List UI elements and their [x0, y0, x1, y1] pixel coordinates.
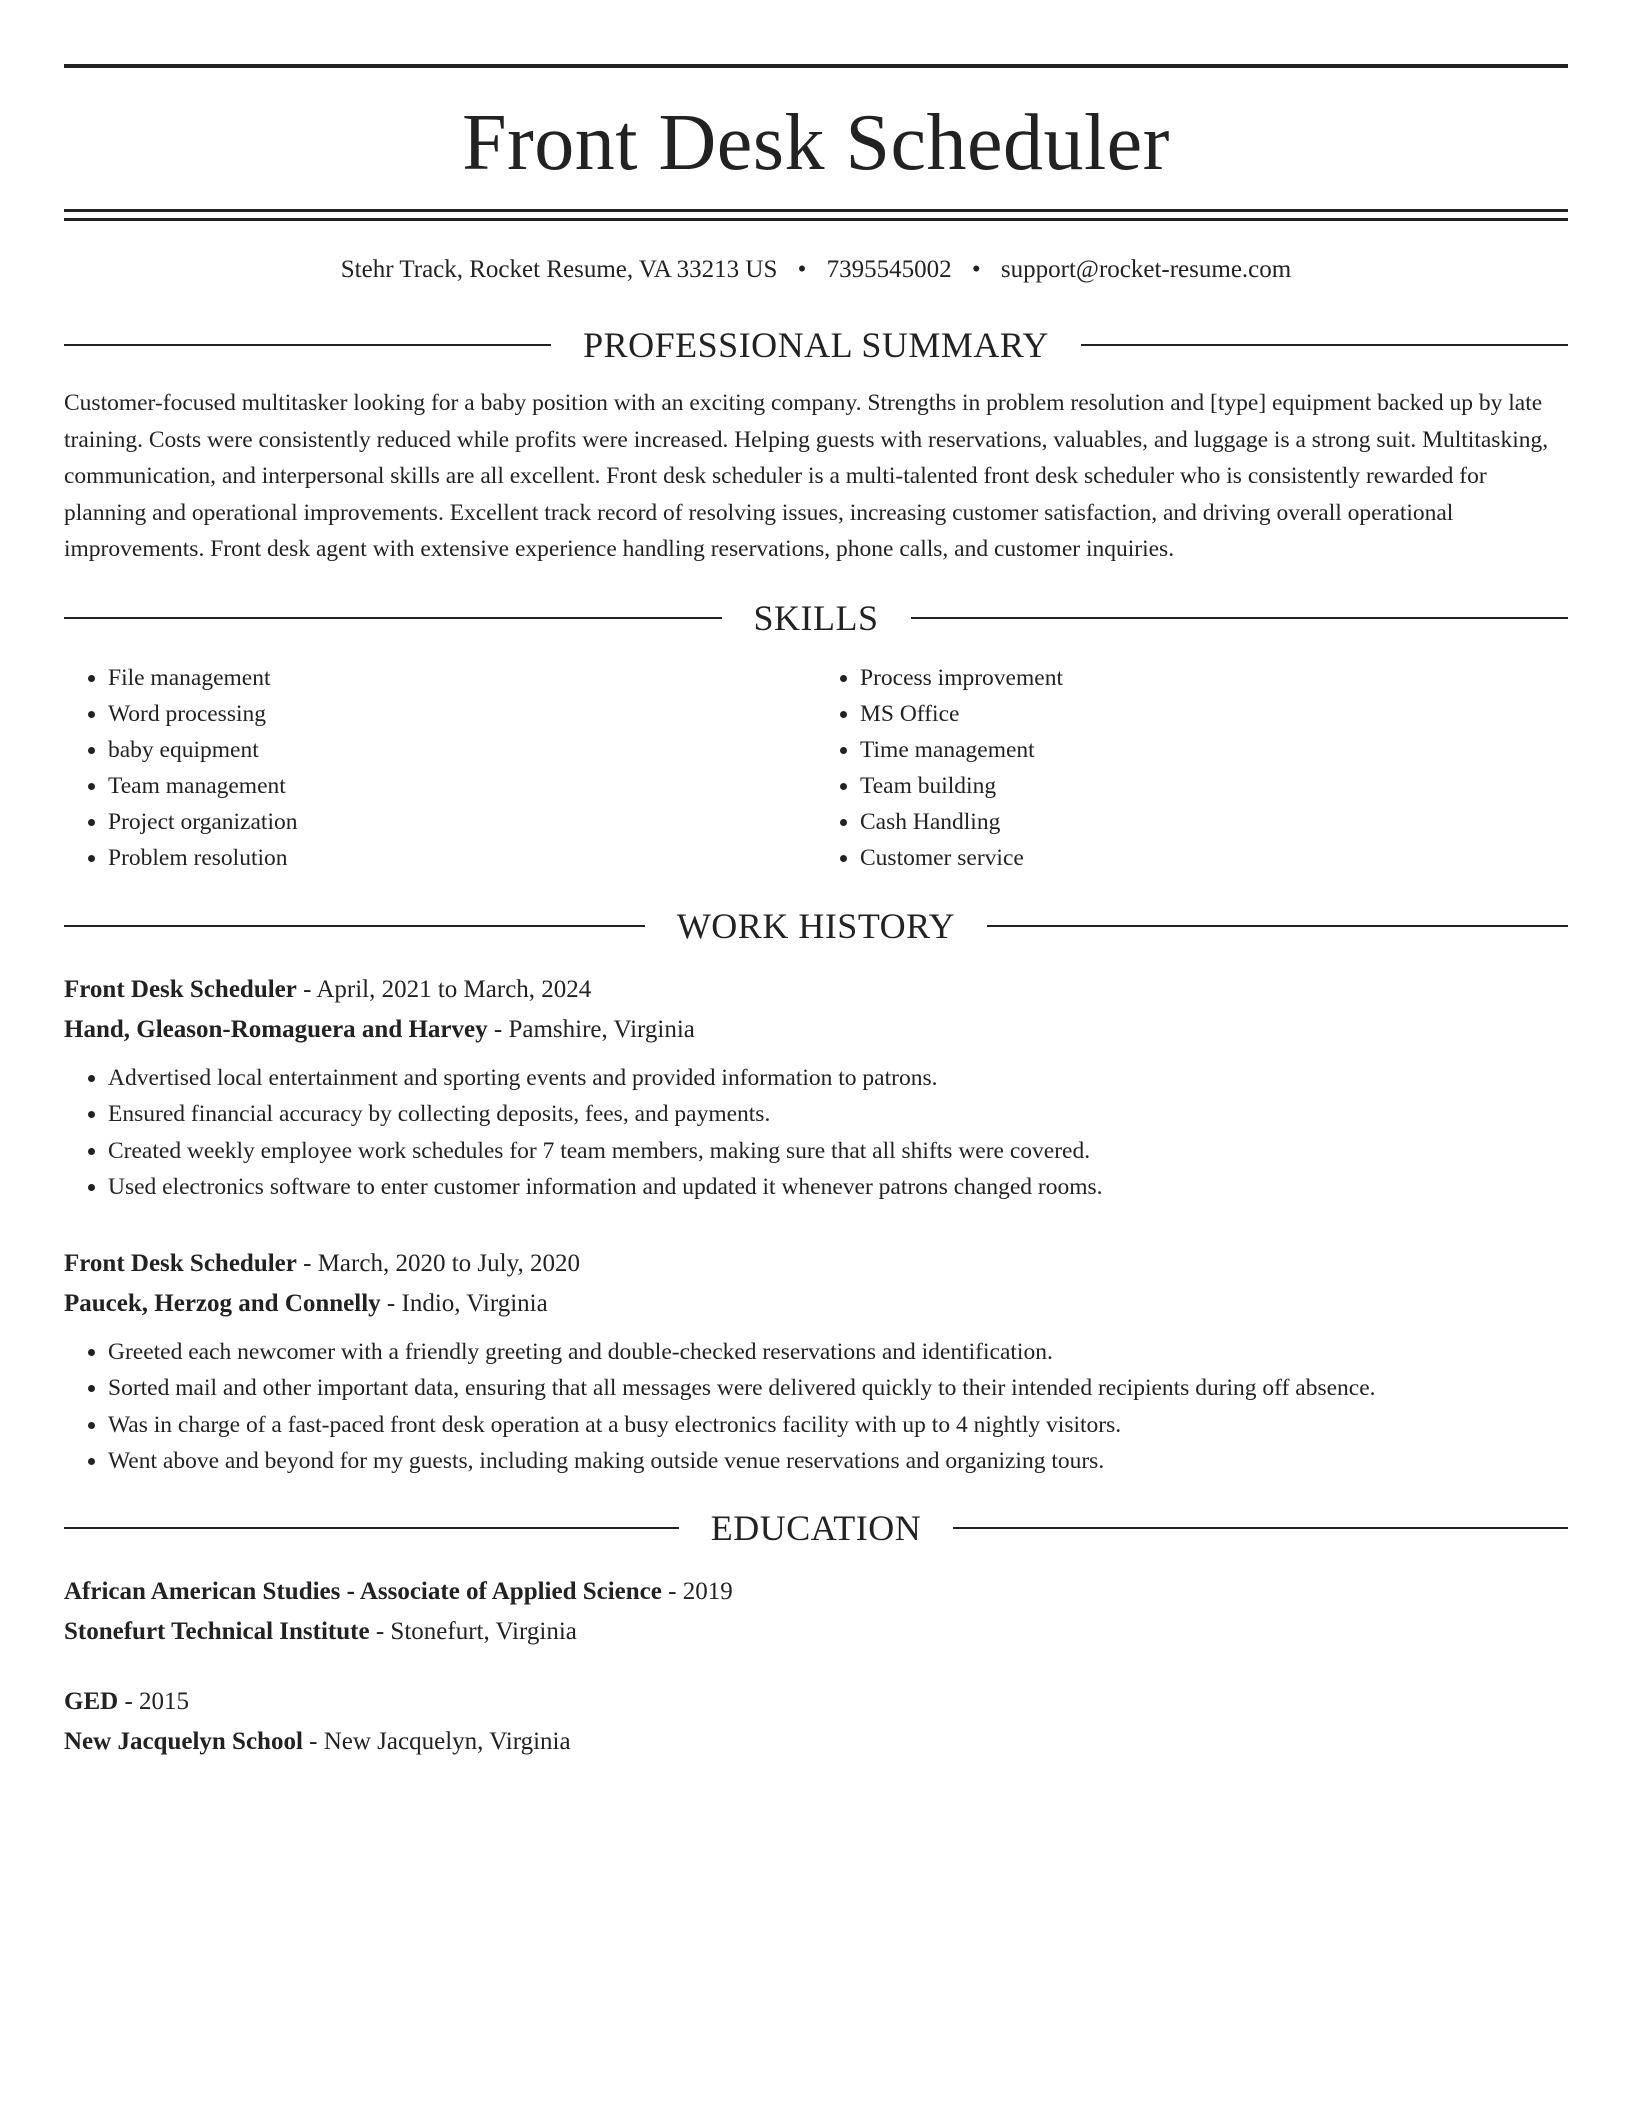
contact-phone: 7395545002 [826, 256, 952, 283]
heading-rule-left [64, 1527, 679, 1529]
heading-rule-right [987, 925, 1568, 927]
job-title-line [64, 970, 1568, 1010]
header-rule-2 [64, 218, 1568, 221]
job-entry [64, 970, 1568, 1206]
heading-rule-right [911, 617, 1569, 619]
education-location: - New Jacquelyn, Virginia [302, 1727, 571, 1755]
education-year: - 2019 [661, 1577, 733, 1605]
job-company-line [64, 1010, 1568, 1050]
resume-name: Front Desk Scheduler [462, 99, 1170, 187]
education-degree-line [64, 1572, 1568, 1612]
job-location: - Pamshire, Virginia [487, 1015, 695, 1043]
skill-item: • Team building [860, 768, 1568, 804]
job-bullet: • Ensured financial accuracy by collecting deposits, fees, and payments. [108, 1096, 1568, 1133]
work-heading [64, 906, 1568, 946]
education-entry [64, 1572, 1568, 1652]
skill-item: • Cash Handling [860, 804, 1568, 840]
job-bullet: • Sorted mail and other important data, ensuring that all messages were delivered quickly to their intended recipients during off absence. [108, 1370, 1568, 1407]
contact-email: support@rocket-resume.com [1000, 256, 1292, 283]
heading-rule-left [64, 925, 645, 927]
contact-separator: • [971, 256, 981, 283]
job-company-line [64, 1284, 1568, 1324]
job-bullet: • Went above and beyond for my guests, including making outside venue reservations and organizing tours. [108, 1443, 1568, 1480]
job-bullet: • Greeted each newcomer with a friendly greeting and double-checked reservations and identification. [108, 1334, 1568, 1371]
job-company: Hand, Gleason-Romaguera and Harvey [64, 1015, 488, 1043]
education-degree: African American Studies - Associate of Applied Science [64, 1577, 662, 1605]
job-title: Front Desk Scheduler [64, 1249, 297, 1277]
skill-item: • Time management [860, 732, 1568, 768]
skills-heading-text: SKILLS [753, 597, 879, 638]
education-entry [64, 1682, 1568, 1762]
job-bullets [64, 1334, 1568, 1480]
contact-line [64, 255, 1568, 285]
education-school-line [64, 1612, 1568, 1652]
skills-column-right [816, 660, 1568, 876]
education-year: - 2015 [118, 1687, 190, 1715]
skill-item: • Customer service [860, 840, 1568, 876]
job-bullet: • Used electronics software to enter customer information and updated it whenever patrons changed rooms. [108, 1169, 1568, 1206]
skill-item: • Project organization [108, 804, 816, 840]
education-degree: GED [64, 1687, 119, 1715]
header-rule-1 [64, 209, 1568, 212]
job-bullet: • Created weekly employee work schedules for 7 team members, making sure that all shifts were covered. [108, 1133, 1568, 1170]
heading-rule-left [64, 344, 551, 346]
skill-item: • Word processing [108, 696, 816, 732]
skill-item: • Problem resolution [108, 840, 816, 876]
education-degree-line [64, 1682, 1568, 1722]
skills-column-left [64, 660, 816, 876]
heading-rule-left [64, 617, 722, 619]
education-location: - Stonefurt, Virginia [369, 1617, 577, 1645]
education-heading [64, 1508, 1568, 1548]
summary-heading-text: PROFESSIONAL SUMMARY [583, 325, 1049, 365]
job-dates: - April, 2021 to March, 2024 [296, 975, 592, 1003]
education-school: Stonefurt Technical Institute [64, 1617, 370, 1645]
heading-rule-right [1081, 344, 1568, 346]
education-heading-text: EDUCATION [710, 1507, 922, 1548]
education-school: New Jacquelyn School [64, 1727, 303, 1755]
job-company: Paucek, Herzog and Connelly [64, 1289, 381, 1317]
skill-item: • Team management [108, 768, 816, 804]
skill-item: • MS Office [860, 696, 1568, 732]
job-entry [64, 1244, 1568, 1480]
contact-separator: • [797, 256, 807, 283]
skill-item: • Process improvement [860, 660, 1568, 696]
job-bullet: • Was in charge of a fast-paced front desk operation at a busy electronics facility with up to 4 nightly visitors. [108, 1407, 1568, 1444]
work-heading-text: WORK HISTORY [676, 905, 956, 946]
skills-heading [64, 598, 1568, 638]
skills-list [64, 660, 1568, 876]
job-location: - Indio, Virginia [380, 1289, 548, 1317]
summary-heading [64, 325, 1568, 365]
education-school-line [64, 1722, 1568, 1762]
contact-address: Stehr Track, Rocket Resume, VA 33213 US [340, 256, 778, 283]
skill-item: • baby equipment [108, 732, 816, 768]
header-top-rule [64, 64, 1568, 68]
summary-text: Customer-focused multitasker looking for a baby position with an exciting company. Strengths in problem resolution and [type] equipment backed up by late training. Costs were consistently reduced while profits were increased. Helping guests with reservations, valuables, and luggage is a strong suit. Multitasking, communication, and interpersonal skills are all excellent. Front desk scheduler is a multi-talented front desk scheduler who is consistently rewarded for planning and operational improvements. Excellent track record of resolving issues, increasing customer satisfaction, and driving overall operational improvements. Front desk agent with extensive experience handling reservations, phone calls, and customer inquiries. [64, 390, 1549, 562]
job-title-line [64, 1244, 1568, 1284]
resume-page [64, 64, 1568, 1762]
job-bullets [64, 1060, 1568, 1206]
job-title: Front Desk Scheduler [64, 975, 297, 1003]
job-dates: - March, 2020 to July, 2020 [296, 1249, 580, 1277]
heading-rule-right [953, 1527, 1568, 1529]
skill-item: • File management [108, 660, 816, 696]
job-bullet: • Advertised local entertainment and sporting events and provided information to patrons. [108, 1060, 1568, 1097]
